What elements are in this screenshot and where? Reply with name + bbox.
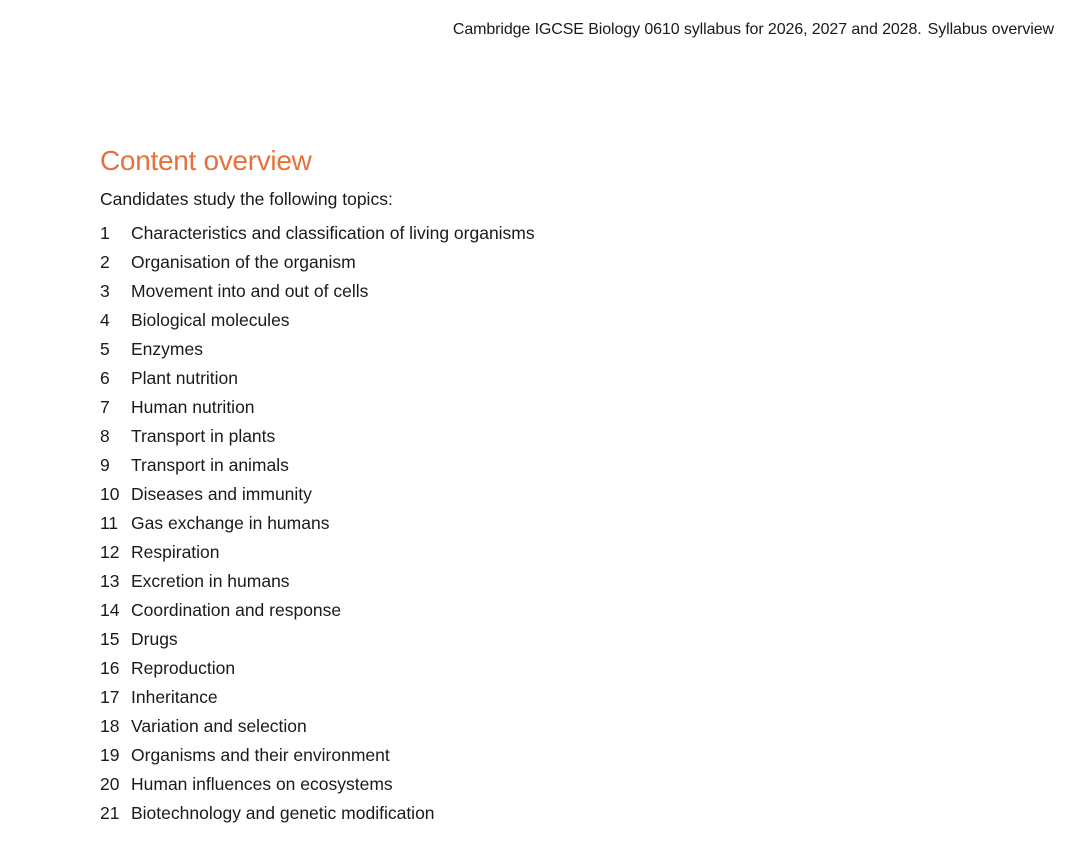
topic-label: Excretion in humans [131,571,290,591]
list-item [100,424,900,453]
intro-text: Candidates study the following topics: [100,189,393,209]
page-title: Content overview [100,145,312,176]
list-item [100,250,900,279]
topic-number: 21 [100,803,120,823]
list-item [100,366,900,395]
list-item [100,598,900,627]
topic-number: 1 [100,223,110,243]
topic-number: 19 [100,745,120,765]
topic-label: Plant nutrition [131,368,239,388]
topic-label: Biotechnology and genetic modification [131,803,435,823]
list-item [100,511,900,540]
list-item [100,308,900,337]
topic-number: 2 [100,252,110,272]
topic-label: Organisation of the organism [131,252,356,272]
topic-number: 10 [100,484,120,504]
list-item [100,743,900,772]
topic-label: Organisms and their environment [131,745,390,765]
topic-number: 11 [100,513,119,533]
topic-number: 15 [100,629,120,649]
topic-label: Movement into and out of cells [131,281,369,301]
topic-number: 17 [100,687,120,707]
topic-number: 20 [100,774,120,794]
topic-number: 7 [100,397,110,417]
topic-label: Reproduction [131,658,236,678]
list-item [100,714,900,743]
topic-number: 13 [100,571,120,591]
section-name: Syllabus overview [927,21,1054,38]
topic-label: Transport in plants [131,426,276,446]
list-item [100,279,900,308]
topic-number: 8 [100,426,110,446]
topic-number: 6 [100,368,110,388]
topic-label: Diseases and immunity [131,484,312,504]
list-item [100,453,900,482]
topic-label: Coordination and response [131,600,342,620]
topic-label: Transport in animals [131,455,289,475]
list-item [100,685,900,714]
document-title: Cambridge IGCSE Biology 0610 syllabus for 2026, 2027 and 2028. [452,21,922,38]
topic-label: Human nutrition [131,397,255,417]
topic-number: 14 [100,600,120,620]
topic-label: Human influences on ecosystems [131,774,393,794]
topic-label: Variation and selection [131,716,307,736]
list-item [100,656,900,685]
topic-label: Gas exchange in humans [131,513,330,533]
list-item [100,627,900,656]
topic-number: 4 [100,310,110,330]
running-header [453,21,1054,39]
topic-label: Characteristics and classification of living organisms [131,223,535,243]
topic-number: 9 [100,455,110,475]
list-item [100,395,900,424]
topic-label: Enzymes [131,339,203,359]
topic-label: Respiration [131,542,220,562]
topic-number: 12 [100,542,120,562]
list-item [100,337,900,366]
topic-label: Biological molecules [131,310,290,330]
list-item [100,569,900,598]
list-item [100,801,900,830]
content-section [100,141,900,830]
topic-label: Drugs [131,629,178,649]
topic-number: 5 [100,339,110,359]
topic-label: Inheritance [131,687,218,707]
topic-number: 16 [100,658,120,678]
topic-number: 18 [100,716,120,736]
topic-number: 3 [100,281,110,301]
list-item [100,540,900,569]
list-item [100,482,900,511]
list-item [100,221,900,250]
list-item [100,772,900,801]
topic-list [100,221,900,830]
